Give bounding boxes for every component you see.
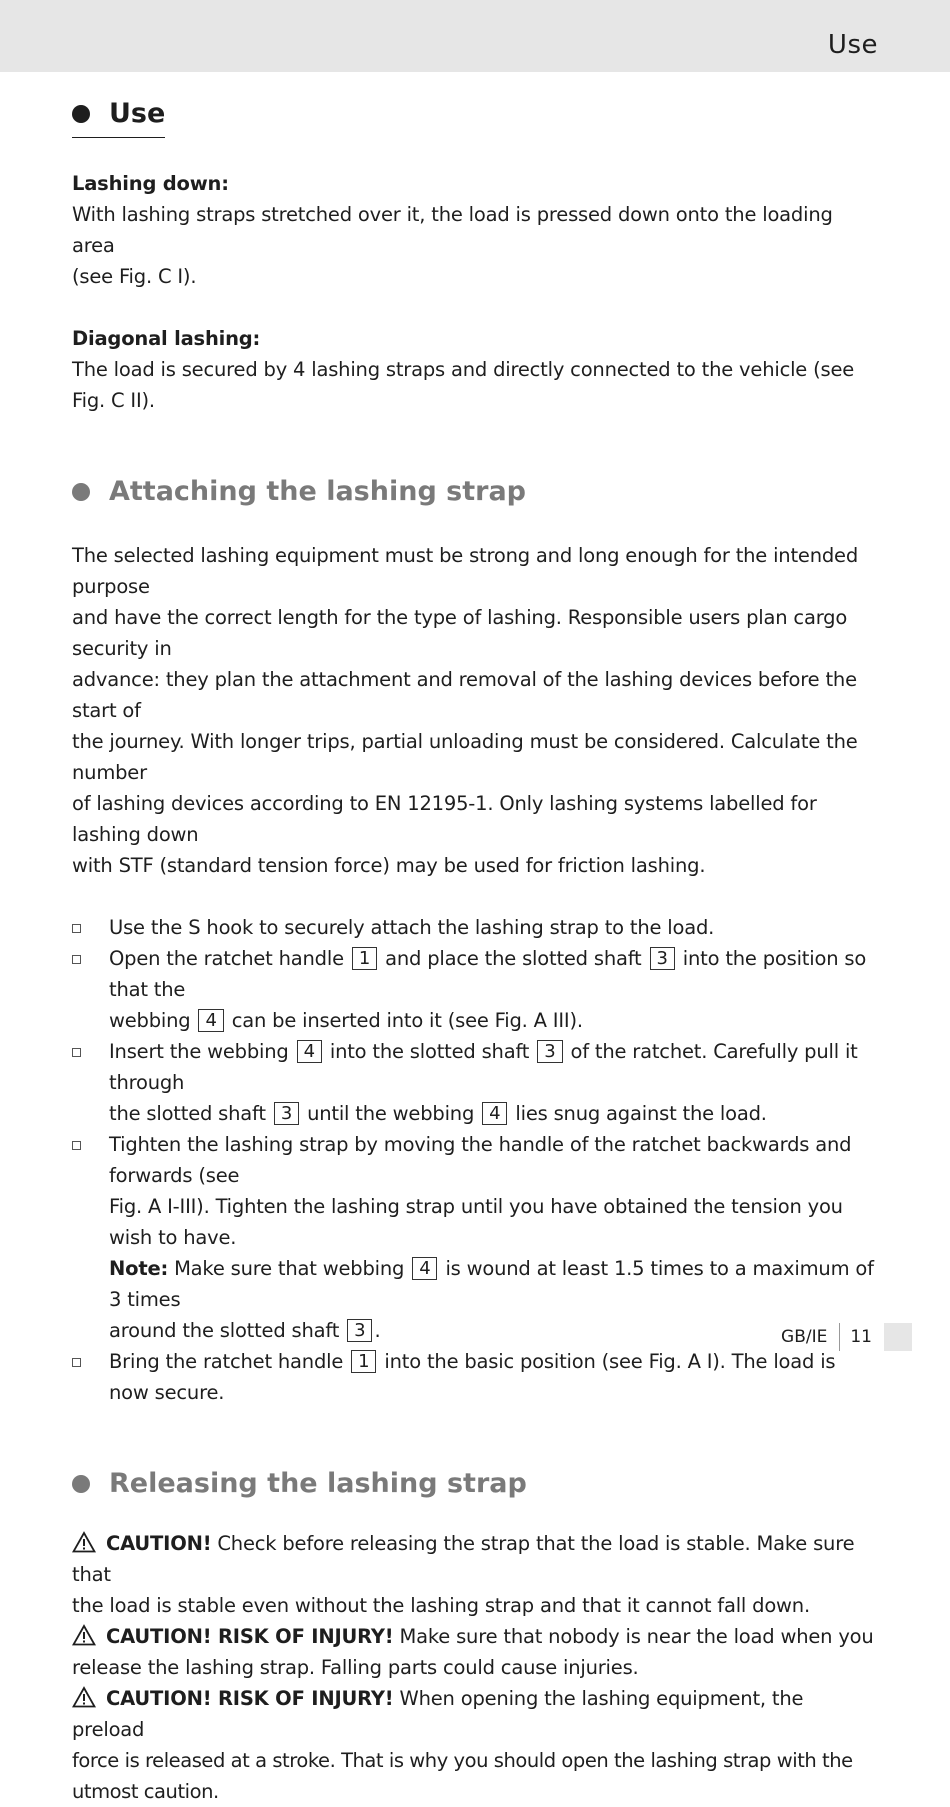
- caution-label: CAUTION!: [106, 1532, 212, 1555]
- language-code: GB/IE: [781, 1327, 828, 1347]
- text-line: with STF (standard tension force) may be used for friction lashing.: [72, 854, 706, 877]
- page-content: [72, 96, 878, 1807]
- text-line: The selected lashing equipment must be strong and long enough for the intended purpose: [72, 544, 859, 598]
- checkbox-bullet-icon: [72, 955, 81, 964]
- section-heading-text: Attaching the lashing strap: [109, 476, 527, 507]
- text-line: and have the correct length for the type of lashing. Responsible users plan cargo security in: [72, 606, 848, 660]
- text-line: (see Fig. C I).: [72, 265, 197, 288]
- text-line: the journey. With longer trips, partial unloading must be considered. Calculate the number: [72, 730, 858, 784]
- lashing-down-paragraph: [72, 168, 878, 292]
- part-reference-box: 3: [650, 947, 675, 970]
- checkbox-bullet-icon: [72, 1141, 81, 1150]
- part-reference-box: 4: [198, 1009, 223, 1032]
- section-heading-text: Releasing the lashing strap: [109, 1468, 527, 1499]
- list-item: Insert the webbing 4 into the slotted shaft 3 of the ratchet. Carefully pull it through the slotted shaft 3 until the webbing 4 lies snug against the load.: [72, 1036, 878, 1129]
- part-reference-box: 3: [537, 1040, 562, 1063]
- checkbox-bullet-icon: [72, 1358, 81, 1367]
- diagonal-lashing-paragraph: [72, 323, 878, 416]
- part-reference-box: 3: [274, 1102, 299, 1125]
- page-number: 11: [850, 1327, 872, 1347]
- caution-label: CAUTION! RISK OF INJURY!: [106, 1625, 394, 1648]
- heading-bullet-icon: [72, 105, 90, 123]
- note-label: Note:: [109, 1257, 169, 1280]
- section-heading-text: Use: [109, 98, 166, 129]
- attaching-intro-paragraph: [72, 540, 878, 881]
- section-heading-attaching: [72, 474, 878, 510]
- list-item: Tighten the lashing strap by moving the handle of the ratchet backwards and forwards (see Fig. A I-III). Tighten the lashing strap until you have obtained the tension you wish to have. Note: Make sure that webbing 4 is wound at least 1.5 times to a maximum of 3 times around the slotted shaft 3 .: [72, 1129, 878, 1346]
- heading-underline: [72, 137, 165, 138]
- heading-bullet-icon: [72, 1475, 90, 1493]
- caution-label: CAUTION! RISK OF INJURY!: [106, 1687, 394, 1710]
- diagonal-lashing-label: Diagonal lashing:: [72, 327, 261, 350]
- page-header-title: Use: [827, 30, 878, 60]
- text-line: The load is secured by 4 lashing straps and directly connected to the vehicle (see Fig. C II).: [72, 358, 855, 412]
- part-reference-box: 1: [352, 947, 377, 970]
- list-item: Use the S hook to securely attach the lashing strap to the load.: [72, 912, 878, 943]
- checkbox-bullet-icon: [72, 924, 81, 933]
- part-reference-box: 4: [297, 1040, 322, 1063]
- list-item: Bring the ratchet handle 1 into the basic position (see Fig. A I). The load is now secure.: [72, 1346, 878, 1408]
- lashing-down-label: Lashing down:: [72, 172, 229, 195]
- footer-tab-box: [884, 1323, 912, 1351]
- text-line: of lashing devices according to EN 12195-1. Only lashing systems labelled for lashing down: [72, 792, 817, 846]
- section-heading-use: [72, 96, 165, 134]
- text-line: advance: they plan the attachment and removal of the lashing devices before the start of: [72, 668, 857, 722]
- section-heading-releasing: [72, 1466, 878, 1502]
- warning-triangle-icon: [72, 1624, 96, 1646]
- text-line: With lashing straps stretched over it, the load is pressed down onto the loading area: [72, 203, 833, 257]
- part-reference-box: 3: [347, 1319, 372, 1342]
- warning-triangle-icon: [72, 1686, 96, 1708]
- list-item: Open the ratchet handle 1 and place the slotted shaft 3 into the position so that the webbing 4 can be inserted into it (see Fig. A III).: [72, 943, 878, 1036]
- page-footer: [781, 1322, 912, 1352]
- header-bar: [0, 0, 950, 72]
- part-reference-box: 1: [351, 1350, 376, 1373]
- part-reference-box: 4: [412, 1257, 437, 1280]
- checkbox-bullet-icon: [72, 1048, 81, 1057]
- caution-paragraph: CAUTION! Check before releasing the strap that the load is stable. Make sure that the load is stable even without the lashing strap and that it cannot fall down. CAUTION! RISK OF INJURY! Make sure that nobody is near the load when you release the lashing strap. Falling parts could cause injuries. CAUTION! RISK OF INJURY! When opening the lashing equipment, the preload force is released at a stroke. That is why you should open the lashing strap with the utmost caution.: [72, 1532, 874, 1803]
- warning-triangle-icon: [72, 1531, 96, 1553]
- heading-bullet-icon: [72, 483, 90, 501]
- attaching-steps-list: [72, 912, 878, 1408]
- part-reference-box: 4: [482, 1102, 507, 1125]
